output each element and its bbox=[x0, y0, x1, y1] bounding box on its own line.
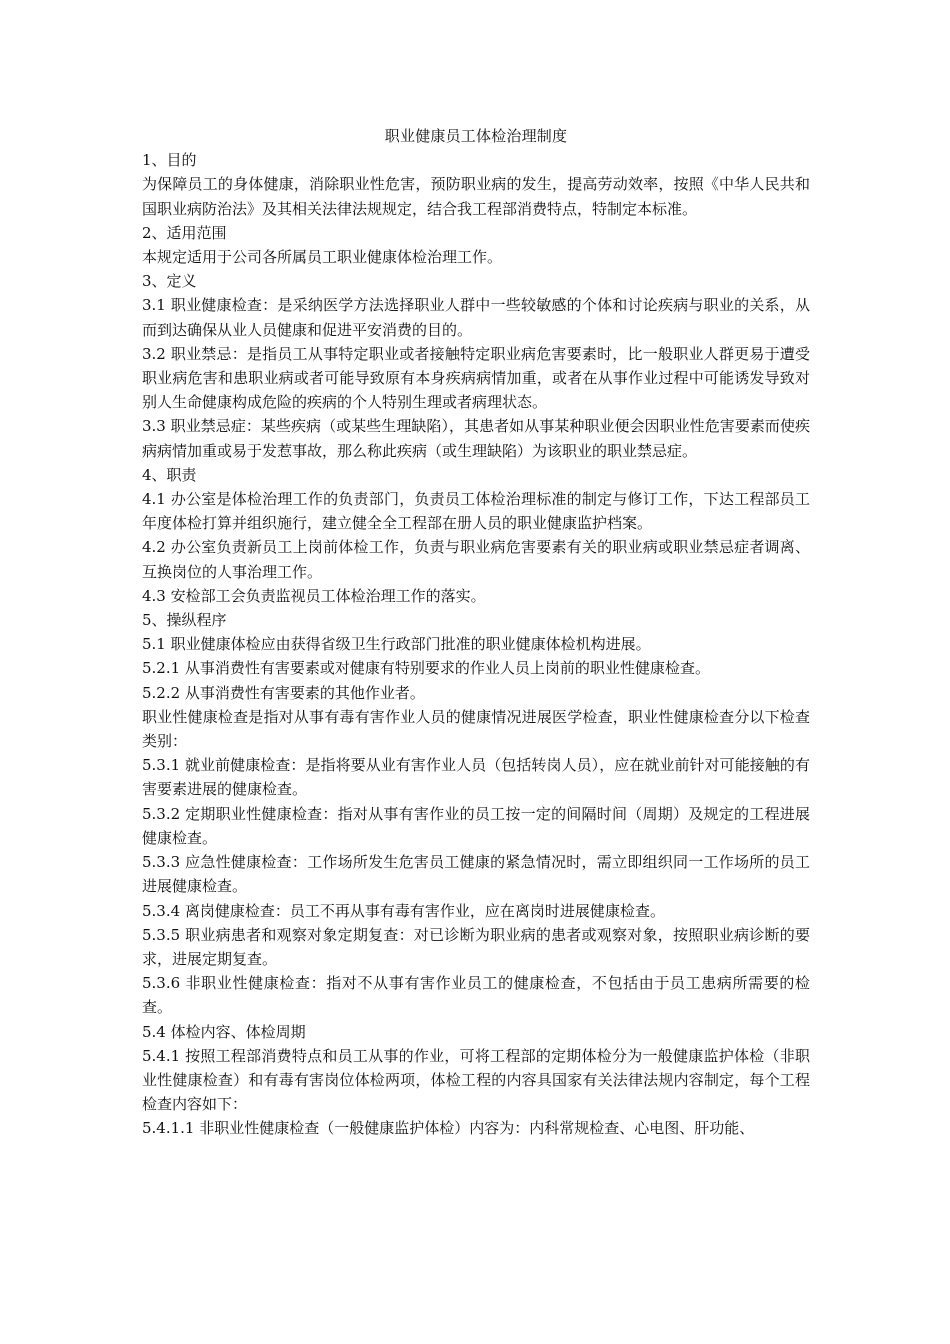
paragraph-10: 4.2 办公室负责新员工上岗前体检工作，负责与职业病危害要素有关的职业病或职业禁忌症者调离、互换岗位的人事治理工作。 bbox=[142, 538, 810, 581]
paragraph-13: 5.1 职业健康体检应由获得省级卫生行政部门批准的职业健康体检机构进展。 bbox=[142, 635, 651, 654]
document-body bbox=[142, 148, 810, 1140]
paragraph-9: 4.1 办公室是体检治理工作的负责部门，负责员工体检治理标准的制定与修订工作，下达工程部员工年度体检打算并组织施行，建立健全全工程部在册人员的职业健康监护档案。 bbox=[142, 490, 810, 533]
paragraph-20: 5.3.4 离岗健康检查：员工不再从事有毒有害作业，应在离岗时进展健康检查。 bbox=[142, 901, 665, 920]
paragraph-15: 5.2.2 从事消费性有害要素的其他作业者。 bbox=[142, 683, 425, 702]
paragraph-23: 5.4 体检内容、体检周期 bbox=[142, 1022, 306, 1041]
paragraph-3: 本规定适用于公司各所属员工职业健康体检治理工作。 bbox=[142, 248, 503, 267]
paragraph-24: 5.4.1 按照工程部消费特点和员工从事的作业，可将工程部的定期体检分为一般健康监护体检（非职业性健康检查）和有毒有害岗位体检两项，体检工程的内容具国家有关法律法规内容制定，每个工程检查内容如下： bbox=[142, 1046, 810, 1114]
paragraph-7: 3.3 职业禁忌症：某些疾病（或某些生理缺陷），其患者如从事某种职业便会因职业性危害要素而使疾病病情加重或易于发惹事故，那么称此疾病（或生理缺陷）为该职业的职业禁忌症。 bbox=[142, 417, 810, 460]
paragraph-4: 3、定义 bbox=[142, 272, 197, 291]
paragraph-2: 2、适用范围 bbox=[142, 223, 227, 242]
paragraph-12: 5、操纵程序 bbox=[142, 611, 227, 630]
document-title: 职业健康员工体检治理制度 bbox=[384, 127, 568, 145]
paragraph-16: 职业性健康检查是指对从事有毒有害作业人员的健康情况进展医学检查，职业性健康检查分以下检查类别： bbox=[142, 707, 810, 751]
paragraph-0: 1、目的 bbox=[142, 151, 197, 170]
paragraph-18: 5.3.2 定期职业性健康检查：指对从事有害作业的员工按一定的间隔时间（周期）及规定的工程进展健康检查。 bbox=[142, 804, 810, 847]
paragraph-19: 5.3.3 应急性健康检查：工作场所发生危害员工健康的紧急情况时，需立即组织同一工作场所的员工进展健康检查。 bbox=[142, 853, 810, 896]
paragraph-5: 3.1 职业健康检查：是采纳医学方法选择职业人群中一些较敏感的个体和讨论疾病与职业的关系，从而到达确保从业人员健康和促进平安消费的目的。 bbox=[142, 296, 810, 339]
paragraph-22: 5.3.6 非职业性健康检查：指对不从事有害作业员工的健康检查，不包括由于员工患病所需要的检查。 bbox=[142, 974, 810, 1017]
paragraph-8: 4、职责 bbox=[142, 465, 197, 484]
paragraph-14: 5.2.1 从事消费性有害要素或对健康有特别要求的作业人员上岗前的职业性健康检查。 bbox=[142, 659, 710, 678]
paragraph-6: 3.2 职业禁忌：是指员工从事特定职业或者接触特定职业病危害要素时，比一般职业人群更易于遭受职业病危害和患职业病或者可能导致原有本身疾病病情加重，或者在从事作业过程中可能诱发导致对别人生命健康构成危险的疾病的个人特别生理或者病理状态。 bbox=[142, 344, 810, 412]
paragraph-25: 5.4.1.1 非职业性健康检查（一般健康监护体检）内容为：内科常规检查、心电图、肝功能、 bbox=[142, 1119, 755, 1138]
document-page bbox=[142, 124, 810, 1141]
paragraph-21: 5.3.5 职业病患者和观察对象定期复查：对已诊断为职业病的患者或观察对象，按照职业病诊断的要求，进展定期复查。 bbox=[142, 925, 810, 968]
paragraph-1: 为保障员工的身体健康，消除职业性危害，预防职业病的发生，提高劳动效率，按照《中华人民共和国职业病防治法》及其相关法律法规规定，结合我工程部消费特点，特制定本标准。 bbox=[142, 175, 810, 218]
paragraph-11: 4.3 安检部工会负责监视员工体检治理工作的落实。 bbox=[142, 586, 486, 605]
paragraph-17: 5.3.1 就业前健康检查：是指将要从业有害作业人员（包括转岗人员），应在就业前针对可能接触的有害要素进展的健康检查。 bbox=[142, 756, 810, 799]
